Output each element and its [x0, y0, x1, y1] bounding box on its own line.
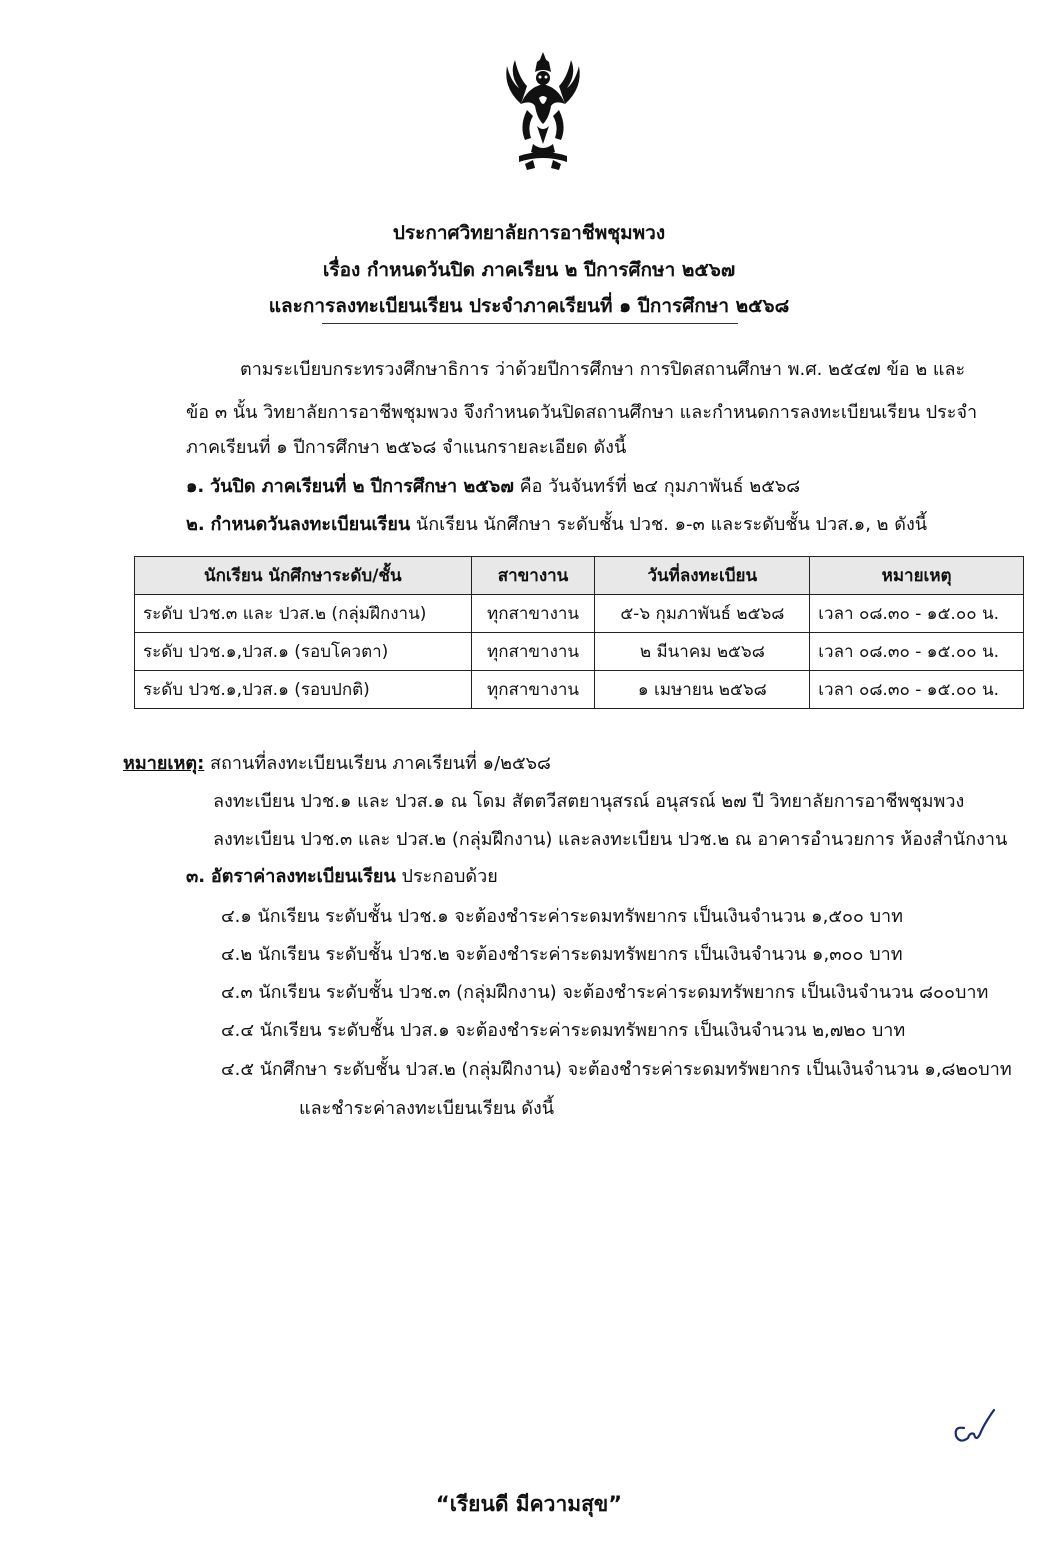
table-row [135, 633, 1024, 671]
intro-line-3: ภาคเรียนที่ ๑ ปีการศึกษา ๒๕๖๘ จำแนกรายละเอียด ดังนี้ [186, 437, 627, 458]
signature-initial-icon [950, 1404, 1000, 1448]
fee-tail: และชำระค่าลงทะเบียนเรียน ดังนี้ [299, 1098, 555, 1119]
item-1-number: ๑. [186, 476, 205, 497]
document-subject: เรื่อง กำหนดวันปิด ภาคเรียน ๒ ปีการศึกษา ๒๕๖๗ [322, 259, 736, 281]
item-3-number: ๓. [186, 866, 206, 887]
item-3-text: ประกอบด้วย [401, 866, 498, 887]
column-header: หมายเหตุ [810, 557, 1024, 595]
note-line-1: ลงทะเบียน ปวช.๑ และ ปวส.๑ ณ โดม สัตตวีสตยานุสรณ์ อนุสรณ์ ๒๗ ปี วิทยาลัยการอาชีพชุมพวง [213, 791, 965, 812]
note-line-2: ลงทะเบียน ปวช.๓ และ ปวส.๒ (กลุ่มฝึกงาน) และลงทะเบียน ปวช.๒ ณ อาคารอำนวยการ ห้องสำนักงาน [213, 829, 1008, 850]
table-cell: ทุกสาขางาน [471, 633, 595, 671]
table-cell: ๑ เมษายน ๒๕๖๘ [595, 671, 810, 709]
fee-item: ๔.๕ นักศึกษา ระดับชั้น ปวส.๒ (กลุ่มฝึกงาน) จะต้องชำระค่าระดมทรัพยากร เป็นเงินจำนวน ๑,๘๒๐บาท [221, 1059, 1012, 1080]
fee-item: ๔.๔ นักเรียน ระดับชั้น ปวส.๑ จะต้องชำระค่าระดมทรัพยากร เป็นเงินจำนวน ๒,๗๒๐ บาท [221, 1020, 906, 1041]
item-1 [186, 471, 800, 500]
document-subject-line2: และการลงทะเบียนเรียน ประจำภาคเรียนที่ ๑ ปีการศึกษา ๒๕๖๘ [268, 295, 790, 317]
item-2 [186, 509, 927, 538]
item-3 [186, 861, 498, 890]
fee-item: ๔.๑ นักเรียน ระดับชั้น ปวช.๑ จะต้องชำระค่าระดมทรัพยากร เป็นเงินจำนวน ๑,๕๐๐ บาท [221, 906, 904, 927]
item-2-heading: กำหนดวันลงทะเบียนเรียน [210, 514, 411, 535]
table-cell: เวลา ๐๘.๓๐ - ๑๕.๐๐ น. [810, 595, 1024, 633]
table-cell: เวลา ๐๘.๓๐ - ๑๕.๐๐ น. [810, 633, 1024, 671]
item-2-number: ๒. [186, 514, 205, 535]
garuda-emblem-icon [497, 48, 589, 172]
table-row [135, 595, 1024, 633]
note-label: หมายเหตุ: [123, 753, 205, 774]
note [123, 748, 551, 777]
item-2-text: นักเรียน นักศึกษา ระดับชั้น ปวช. ๑-๓ และระดับชั้น ปวส.๑, ๒ ดังนี้ [415, 514, 928, 535]
note-text: สถานที่ลงทะเบียนเรียน ภาคเรียนที่ ๑/๒๕๖๘ [210, 753, 551, 774]
intro-line-1: ตามระเบียบกระทรวงศึกษาธิการ ว่าด้วยปีการศึกษา การปิดสถานศึกษา พ.ศ. ๒๕๔๗ ข้อ ๒ และ [240, 359, 966, 380]
column-header: นักเรียน นักศึกษาระดับ/ชั้น [135, 557, 472, 595]
table-cell: ทุกสาขางาน [471, 595, 595, 633]
table-cell: ๕-๖ กุมภาพันธ์ ๒๕๖๘ [595, 595, 810, 633]
table-cell: ๒ มีนาคม ๒๕๖๘ [595, 633, 810, 671]
table-cell: ระดับ ปวช.๑,ปวส.๑ (รอบปกติ) [135, 671, 472, 709]
table-header-row [135, 557, 1024, 595]
fee-item: ๔.๒ นักเรียน ระดับชั้น ปวช.๒ จะต้องชำระค่าระดมทรัพยากร เป็นเงินจำนวน ๑,๓๐๐ บาท [221, 944, 903, 965]
footer-motto: “เรียนดี มีความสุข” [435, 1492, 623, 1516]
intro-line-2: ข้อ ๓ นั้น วิทยาลัยการอาชีพชุมพวง จึงกำหนดวันปิดสถานศึกษา และกำหนดการลงทะเบียนเรียน ประจำ [186, 402, 978, 423]
fee-item: ๔.๓ นักเรียน ระดับชั้น ปวช.๓ (กลุ่มฝึกงาน) จะต้องชำระค่าระดมทรัพยากร เป็นเงินจำนวน ๘๐๐บาท [221, 982, 989, 1003]
table-cell: เวลา ๐๘.๓๐ - ๑๕.๐๐ น. [810, 671, 1024, 709]
table-cell: ระดับ ปวช.๓ และ ปวส.๒ (กลุ่มฝึกงาน) [135, 595, 472, 633]
item-1-text: คือ วันจันทร์ที่ ๒๔ กุมภาพันธ์ ๒๕๖๘ [519, 476, 801, 497]
item-3-heading: อัตราค่าลงทะเบียนเรียน [210, 866, 396, 887]
item-1-heading: วันปิด ภาคเรียนที่ ๒ ปีการศึกษา ๒๕๖๗ [210, 476, 514, 497]
header-divider [322, 323, 738, 324]
column-header: สาขางาน [471, 557, 595, 595]
table-cell: ทุกสาขางาน [471, 671, 595, 709]
table-cell: ระดับ ปวช.๑,ปวส.๑ (รอบโควตา) [135, 633, 472, 671]
document-title: ประกาศวิทยาลัยการอาชีพชุมพวง [392, 222, 666, 244]
column-header: วันที่ลงทะเบียน [595, 557, 810, 595]
registration-table [134, 556, 1024, 709]
table-row [135, 671, 1024, 709]
